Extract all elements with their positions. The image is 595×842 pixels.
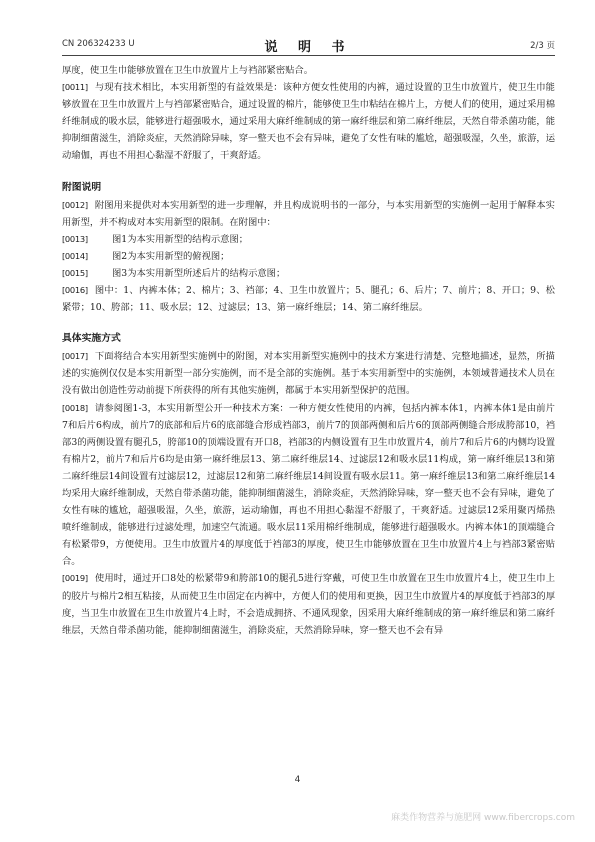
paragraph-number: [0011] xyxy=(62,82,88,93)
paragraph-0014 xyxy=(62,248,555,265)
paragraph-number: [0019] xyxy=(62,573,88,584)
description-body xyxy=(62,62,555,639)
paragraph-0012 xyxy=(62,197,555,231)
page-header xyxy=(62,36,555,54)
paragraph-0016 xyxy=(62,282,555,316)
paragraph-number: [0017] xyxy=(62,351,88,362)
paragraph-0017 xyxy=(62,348,555,399)
patent-number: CN 206324233 U xyxy=(62,39,135,49)
continued-text: 厚度，使卫生巾能够放置在卫生巾放置片上与裆部紧密贴合。 xyxy=(62,65,314,76)
paragraph-text: 附图用来提供对本实用新型的进一步理解，并且构成说明书的一部分，与本实用新型的实施例一起用于解释本实用新型，并不构成对本实用新型的限制。在附图中： xyxy=(62,199,555,228)
section-title-embodiment: 具体实施方式 xyxy=(62,333,121,345)
paragraph-text: 图1为本实用新型的结构示意图； xyxy=(112,233,249,245)
section-title-drawings: 附图说明 xyxy=(62,181,102,193)
paragraph-0018 xyxy=(62,400,555,571)
paragraph-text: 与现有技术相比，本实用新型的有益效果是：该种方便女性使用的内裤，通过设置的卫生巾放置片，使卫生巾能够放置在卫生巾放置片上与裆部紧密贴合，通过设置的棉片，能够使卫生巾粘结在棉片上，方便人们的使用，通过采用棉纤维制成的吸水层，能够进行超强吸水，通过采用大麻纤维制成的第一麻纤维层和第二麻纤维层，天然自带杀菌功能，能抑制细菌滋生，消除炎症，天然消除异味，穿一整天也不会有异味，避免了女性有味的尴尬，超强吸湿，久坐，旅游，运动瑜伽，再也不用担心黏湿不舒服了，干爽舒适。 xyxy=(62,82,555,162)
site-watermark: 麻类作物营养与施肥网 www.fibercrops.com xyxy=(391,813,575,823)
paragraph-text: 请参阅图1-3，本实用新型公开一种技术方案：一种方便女性使用的内裤，包括内裤本体1，内裤本体1是由前片7和后片6构成，前片7的底部和后片6的底部缝合形成裆部3，前片7的顶部两侧和后片6的顶部两侧缝合形成胯部10，裆部3的两侧设置有腿孔5，胯部10的顶端设置有开口8，裆部3的内侧设置有卫生巾放置片4，前片7和后片6的内侧均设置有棉片2，前片7和后片6均是由第一麻纤维层13、第二麻纤维层14、过滤层12和吸水层11构成，第一麻纤维层13和第二麻纤维层14间设置有过滤层12，过滤层12和第二麻纤维层14间设置有吸水层11。第一麻纤维层13和第二麻纤维层14均采用大麻纤维制成，天然自带杀菌功能，能抑制细菌滋生，消除炎症，天然消除异味，穿一整天也不会有异味，避免了女性有味的尴尬，超强吸湿，久坐，旅游，运动瑜伽，再也不用担心黏湿不舒服了，干爽舒适。过滤层12采用聚丙烯热喷纤维制成，能够进行过滤处理，加速空气流通。吸水层11采用棉纤维制成，能够进行超强吸水。内裤本体1的顶端缝合有松紧带9，方便使用。卫生巾放置片4的厚度低于裆部3的厚度，使卫生巾能够放置在卫生巾放置片4上与裆部3紧密贴合。 xyxy=(62,402,555,568)
paragraph-text: 使用时，通过开口8处的松紧带9和胯部10的腿孔5进行穿戴，可使卫生巾放置在卫生巾放置片4上，使卫生巾上的胶片与棉片2相互粘接，从而使卫生巾固定在内裤中，方便人们的使用和更换，因卫生巾放置片4的厚度低于裆部3的厚度，当卫生巾放置在卫生巾放置片4上时，不会造成拥挤、不通风现象，因采用大麻纤维制成的第一麻纤维层和第二麻纤维层，天然自带杀菌功能，能抑制细菌滋生，消除炎症，天然消除异味，穿一整天也不会有异 xyxy=(62,573,555,636)
paragraph-text: 图3为本实用新型所述后片的结构示意图； xyxy=(112,267,286,279)
paragraph-number: [0012] xyxy=(62,199,88,210)
paragraph-0013 xyxy=(62,231,555,248)
page-number: 4 xyxy=(294,775,301,785)
paragraph-text: 图中：1、内裤本体；2、棉片；3、裆部；4、卫生巾放置片；5、腿孔；6、后片；7、前片；8、开口；9、松紧带；10、胯部；11、吸水层；12、过滤层；13、第一麻纤维层；14、第二麻纤维层。 xyxy=(62,285,555,314)
document-title: 说 明 书 xyxy=(264,40,353,55)
paragraph-number: [0016] xyxy=(62,285,88,296)
header-divider xyxy=(62,55,555,56)
paragraph-0011 xyxy=(62,79,555,164)
paragraph-0019 xyxy=(62,570,555,638)
paragraph-number: [0018] xyxy=(62,402,88,413)
paragraph-number: [0014] xyxy=(62,250,88,261)
paragraph-0015 xyxy=(62,265,555,282)
paragraph-text: 图2为本实用新型的俯视图； xyxy=(112,250,230,262)
paragraph-number: [0013] xyxy=(62,233,88,244)
paragraph-number: [0015] xyxy=(62,267,88,278)
page-of-count: 2/3 页 xyxy=(530,41,555,51)
paragraph-text: 下面将结合本实用新型实施例中的附图，对本实用新型实施例中的技术方案进行清楚、完整地描述，显然，所描述的实施例仅仅是本实用新型一部分实施例，而不是全部的实施例。基于本实用新型中的实施例，本领域普通技术人员在没有做出创造性劳动前提下所获得的所有其他实施例，都属于本实用新型保护的范围。 xyxy=(62,351,555,397)
